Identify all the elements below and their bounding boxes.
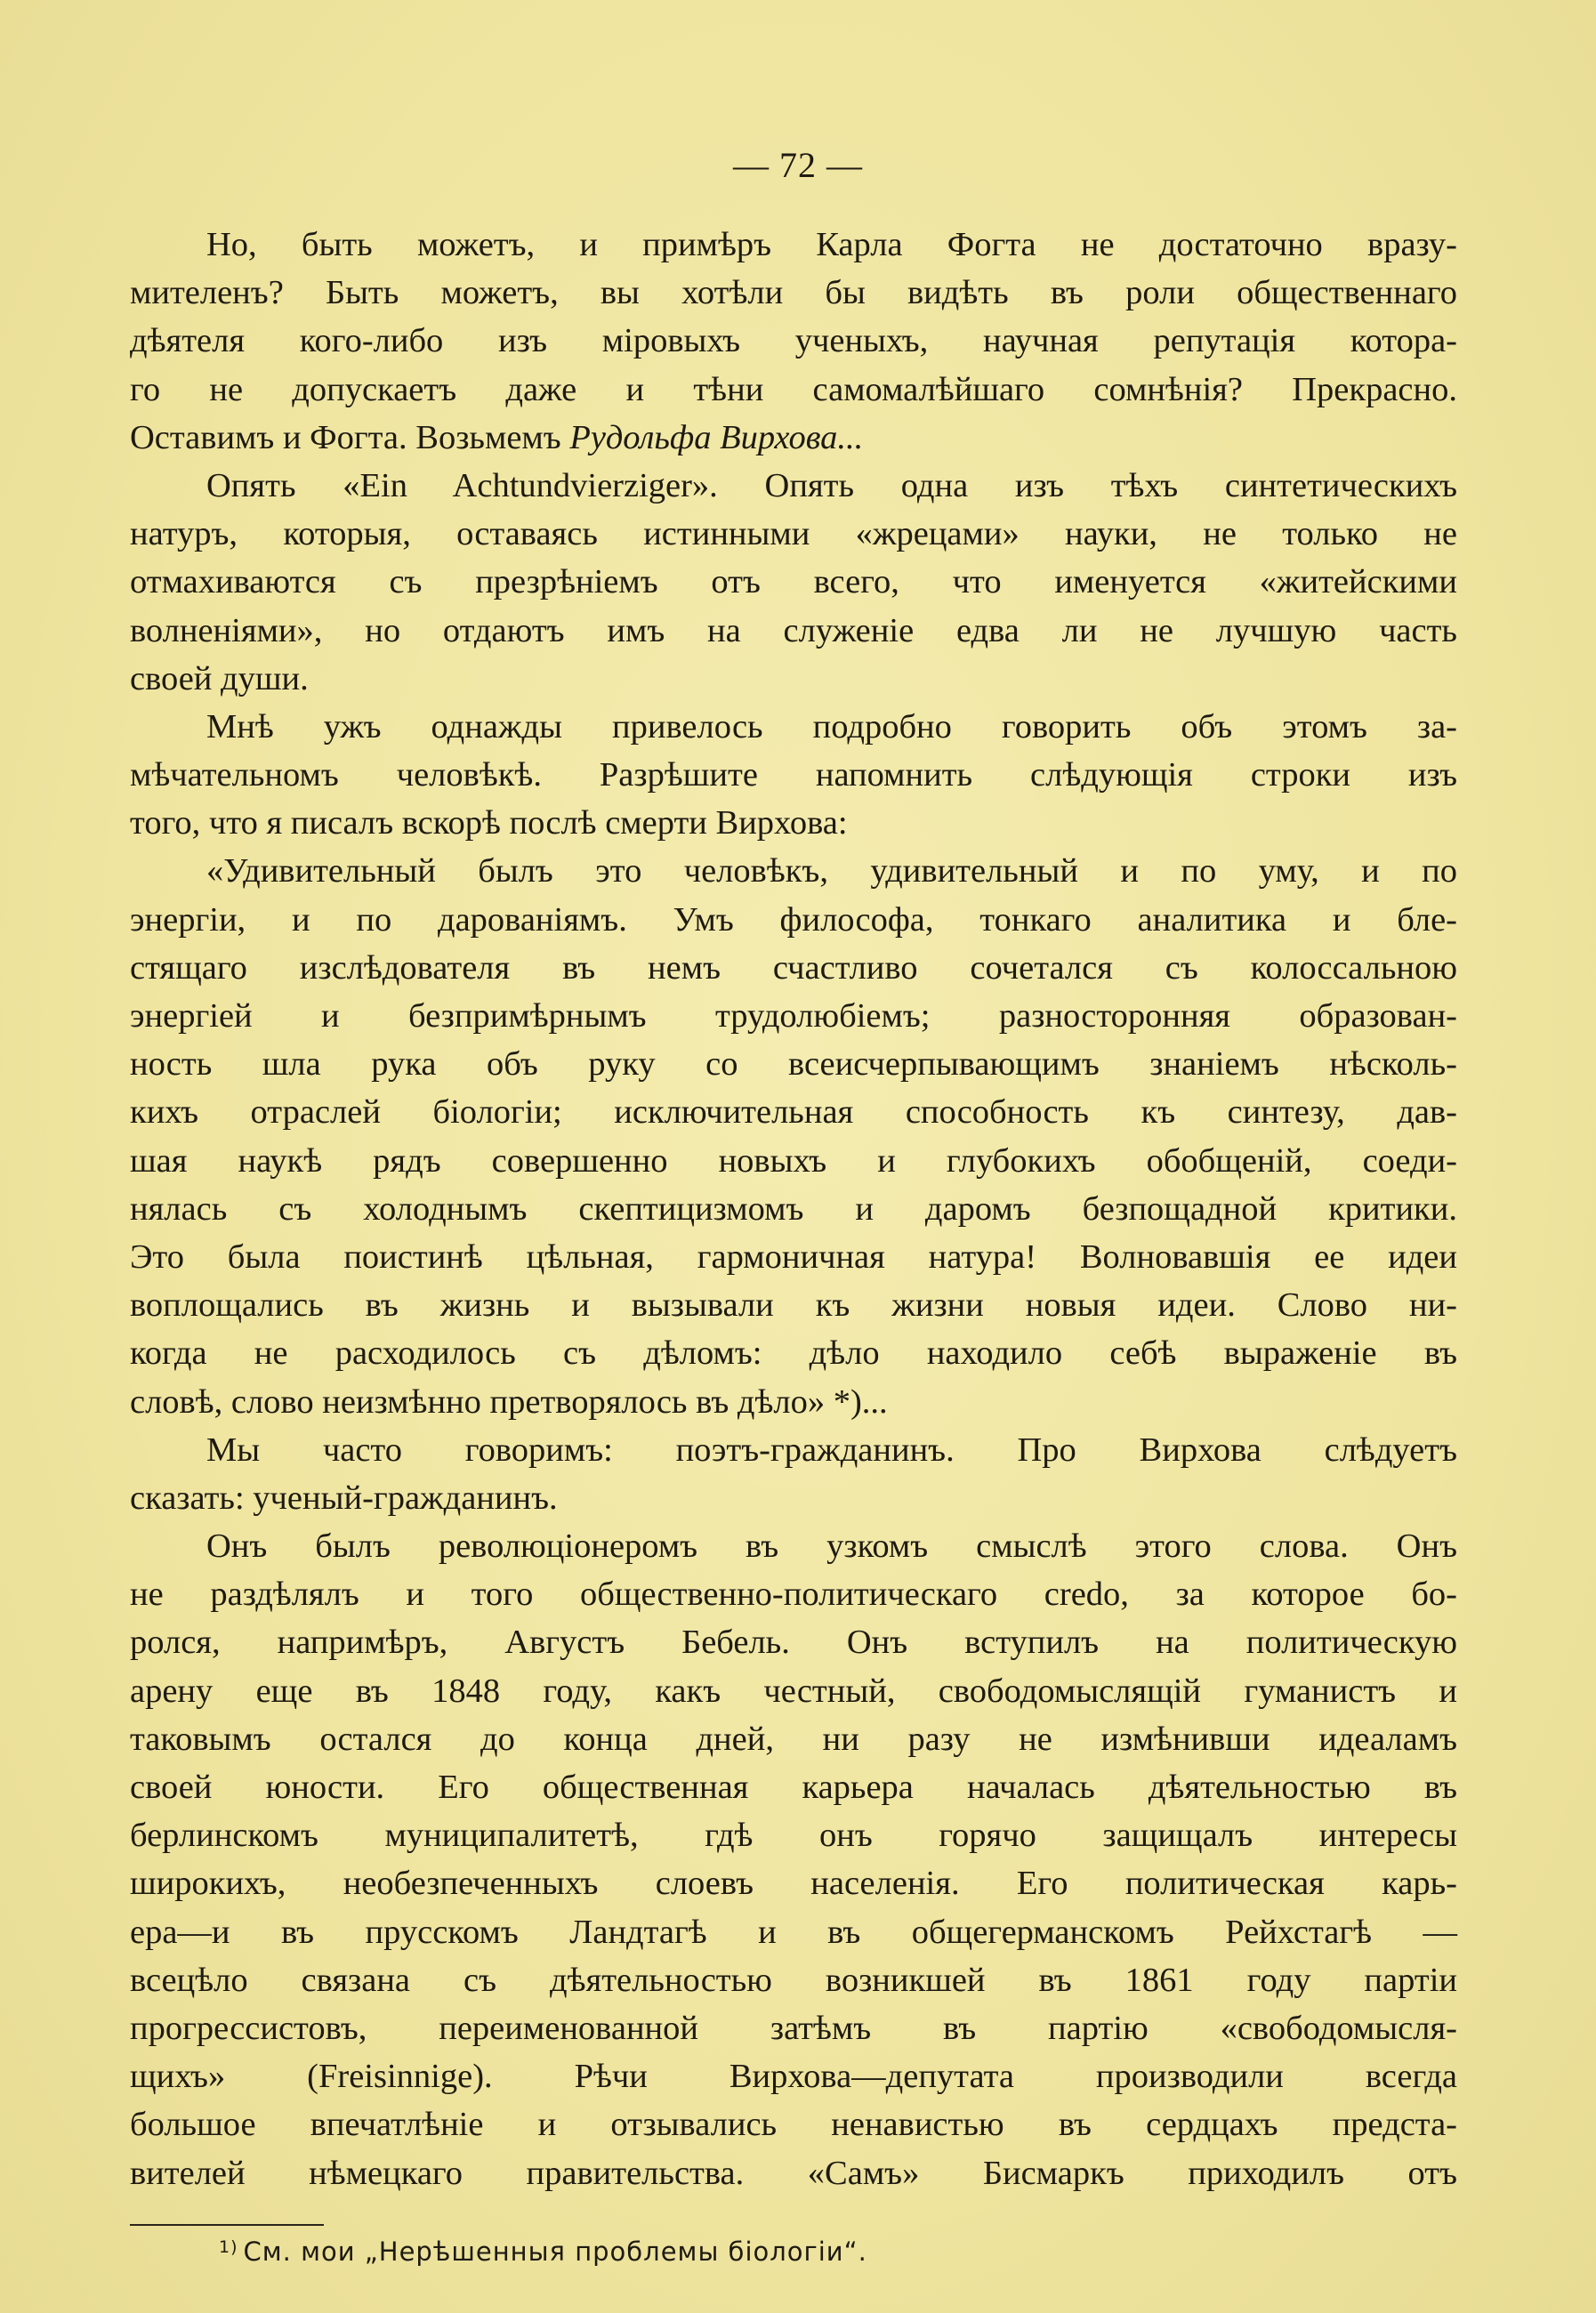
italic-name: Рудольфа Вирхова...: [569, 418, 864, 456]
text-line-content: кихъ отраслей біологіи; исключительная способность къ синтезу, дав-: [130, 1093, 1457, 1132]
text-line-content: стящаго изслѣдователя въ немъ счастливо сочетался съ колоссальною: [130, 948, 1457, 987]
text-line-content: вителей нѣмецкаго правительства. «Самъ» Бисмаркъ приходилъ отъ: [130, 2154, 1457, 2192]
text-line-content: энергіей и безпримѣрнымъ трудолюбіемъ; разносторонняя образован-: [130, 997, 1457, 1035]
text-line: [130, 1811, 1457, 1859]
text-line-content: когда не расходилось съ дѣломъ: дѣло находило себѣ выраженіе въ: [130, 1334, 1457, 1373]
text-line-content: своей души.: [130, 659, 309, 697]
text-line: [130, 2004, 1457, 2052]
footnote: [219, 2236, 867, 2267]
text-line-content: Оставимъ и Фогта. Возьмемъ: [130, 418, 570, 456]
text-line-content: большое впечатлѣніе и отзывались ненавистью въ сердцахъ предста-: [130, 2106, 1457, 2144]
text-line: [130, 1040, 1457, 1088]
text-line: [130, 221, 1457, 269]
text-line-content: дѣятеля кого-либо изъ міровыхъ ученыхъ, научная репутація котора-: [130, 322, 1457, 360]
text-line: [130, 1908, 1457, 1956]
text-line: [130, 607, 1457, 655]
text-line: [130, 414, 1457, 462]
text-line-content: прогрессистовъ, переименованной затѣмъ въ партію «свободомысля-: [130, 2009, 1457, 2047]
text-line: [130, 2100, 1457, 2148]
text-line: [130, 1281, 1457, 1329]
text-line-content: таковымъ остался до конца дней, ни разу не измѣнивши идеаламъ: [130, 1720, 1457, 1758]
footnote-text: См. мои „Нерѣшенныя проблемы біологіи“.: [243, 2236, 867, 2267]
text-line-content: ность шла рука объ руку со всеисчерпывающимъ знаніемъ нѣсколь-: [130, 1045, 1457, 1084]
footnote-marker: 1): [219, 2237, 238, 2257]
text-line: [130, 1233, 1457, 1281]
text-line: [130, 269, 1457, 317]
text-line: [130, 847, 1457, 895]
text-line-content: Мы часто говоримъ: поэтъ-гражданинъ. Про Вирхова слѣдуетъ: [206, 1431, 1457, 1469]
text-line: [130, 1378, 1457, 1426]
text-line: [130, 799, 1457, 847]
text-line-content: отмахиваются съ презрѣніемъ отъ всего, что именуется «житейскими: [130, 563, 1457, 601]
text-line-content: шая наукѣ рядъ совершенно новыхъ и глубокихъ обобщеній, соеди-: [130, 1141, 1457, 1180]
text-line: [130, 1618, 1457, 1666]
text-line: [130, 462, 1457, 510]
text-line-content: го не допускаетъ даже и тѣни самомалѣйшаго сомнѣнія? Прекрасно.: [130, 370, 1457, 408]
text-line: [130, 1185, 1457, 1233]
text-line-content: мителенъ? Быть можетъ, вы хотѣли бы видѣть въ роли общественнаго: [130, 274, 1457, 312]
text-line-content: арену еще въ 1848 году, какъ честный, свободомыслящій гуманистъ и: [130, 1672, 1457, 1710]
text-line-content: волненіями», но отдаютъ имъ на служеніе едва ли не лучшую часть: [130, 611, 1457, 649]
text-line: [130, 1715, 1457, 1763]
text-line-content: сказать: ученый-гражданинъ.: [130, 1479, 558, 1517]
text-line: [130, 751, 1457, 799]
text-line-content: берлинскомъ муниципалитетѣ, гдѣ онъ горячо защищалъ интересы: [130, 1817, 1457, 1855]
text-line: [130, 1570, 1457, 1618]
text-line-content: нялась съ холоднымъ скептицизмомъ и даромъ безпощадной критики.: [130, 1189, 1457, 1228]
text-line-content: того, что я писалъ вскорѣ послѣ смерти Вирхова:: [130, 804, 848, 842]
text-line-content: ролся, напримѣръ, Августъ Бебель. Онъ вступилъ на политическую: [130, 1624, 1457, 1662]
text-line: [130, 703, 1457, 751]
text-line-content: щихъ» (Freisinnige). Рѣчи Вирхова—депутата производили всегда: [130, 2058, 1457, 2096]
text-line: [130, 1426, 1457, 1474]
text-line-content: энергіи, и по дарованіямъ. Умъ философа, тонкаго аналитика и бле-: [130, 900, 1457, 939]
page-number: — 72 —: [733, 145, 863, 185]
text-line: [130, 1859, 1457, 1907]
text-line: [130, 510, 1457, 558]
text-line: [130, 2149, 1457, 2197]
text-line-content: всецѣло связана съ дѣятельностью возникшей въ 1861 году партіи: [130, 1961, 1457, 1999]
text-line: [130, 558, 1457, 606]
footnote-divider: [130, 2224, 324, 2226]
text-line-content: своей юности. Его общественная карьера началась дѣятельностью въ: [130, 1769, 1457, 1806]
text-line: [130, 655, 1457, 703]
text-line: [130, 317, 1457, 365]
text-line: [130, 1522, 1457, 1570]
text-line: [130, 366, 1457, 414]
text-line-content: не раздѣлялъ и того общественно-политическаго credo, за которое бо-: [130, 1576, 1457, 1614]
text-line: [130, 1667, 1457, 1715]
text-line-content: словѣ, слово неизмѣнно претворялось въ дѣло» *)...: [130, 1382, 888, 1421]
text-line-content: Но, быть можетъ, и примѣръ Карла Фогта не достаточно вразу-: [206, 226, 1457, 263]
text-line-content: «Удивительный былъ это человѣкъ, удивительный и по уму, и по: [206, 852, 1457, 891]
text-line: [130, 1137, 1457, 1185]
text-line: [130, 1763, 1457, 1811]
text-line-content: ера—и въ прусскомъ Ландтагѣ и въ общегерманскомъ Рейхстагѣ —: [130, 1913, 1457, 1951]
text-line-content: широкихъ, необезпеченныхъ слоевъ населенія. Его политическая карь-: [130, 1865, 1457, 1903]
text-line-content: Опять «Ein Achtundvierziger». Опять одна изъ тѣхъ синтетическихъ: [206, 466, 1457, 504]
text-line-content: натуръ, которыя, оставаясь истинными «жрецами» науки, не только не: [130, 515, 1457, 553]
text-line-content: Онъ былъ революціонеромъ въ узкомъ смыслѣ этого слова. Онъ: [206, 1527, 1457, 1566]
body-text: [130, 221, 1457, 2197]
text-line: [130, 2052, 1457, 2100]
text-line: [130, 896, 1457, 944]
text-line: [130, 944, 1457, 992]
text-line: [130, 1329, 1457, 1377]
text-line-content: Это была поистинѣ цѣльная, гармоничная натура! Волновавшія ее идеи: [130, 1237, 1457, 1276]
text-line-content: мѣчательномъ человѣкѣ. Разрѣшите напомнить слѣдующія строки изъ: [130, 756, 1457, 794]
text-line: [130, 1956, 1457, 2004]
text-line: [130, 1088, 1457, 1136]
text-line-content: Мнѣ ужъ однажды привелось подробно говорить объ этомъ за-: [206, 707, 1457, 745]
text-line: [130, 992, 1457, 1040]
text-line: [130, 1474, 1457, 1522]
text-line-content: воплощались въ жизнь и вызывали къ жизни новыя идеи. Слово ни-: [130, 1286, 1457, 1325]
